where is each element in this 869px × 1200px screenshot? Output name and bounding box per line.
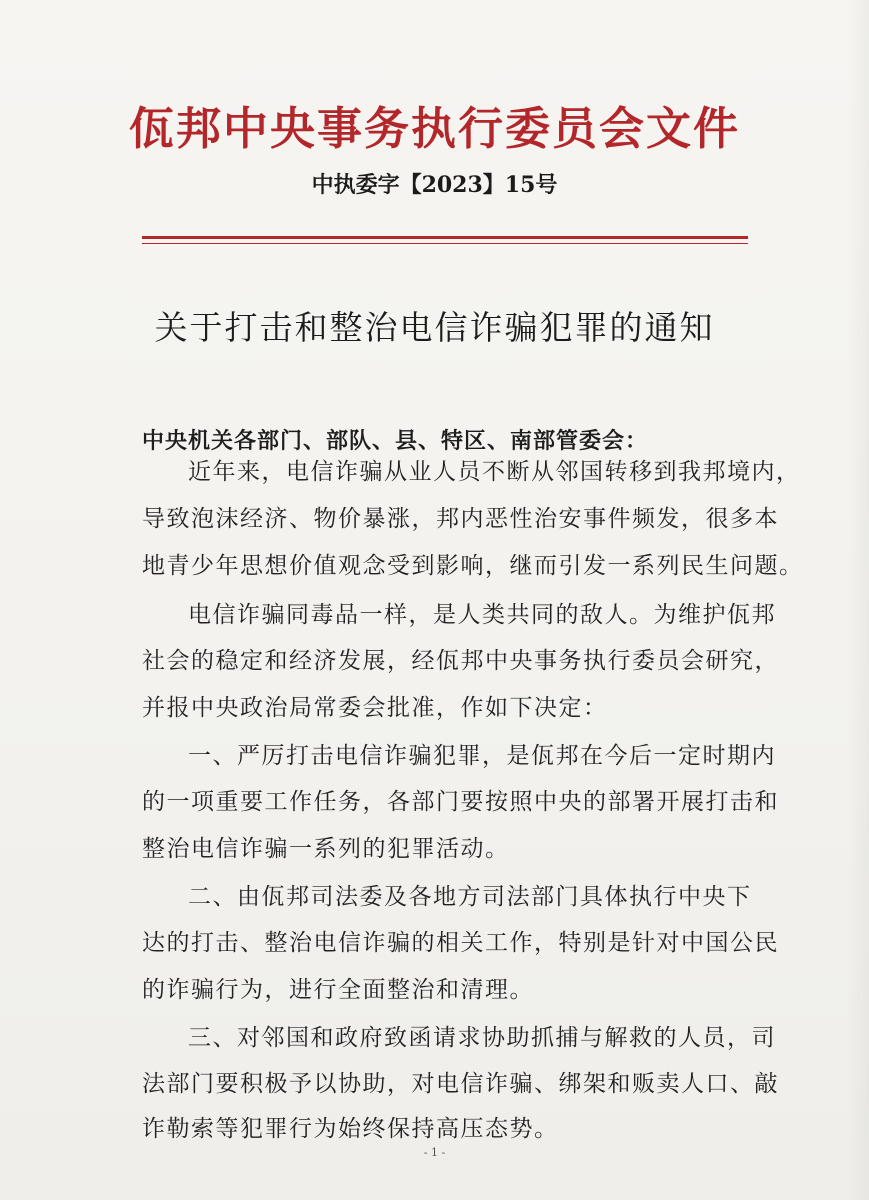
body-line: 社会的稳定和经济发展，经佤邦中央事务执行委员会研究， xyxy=(142,648,779,674)
body-line: 的一项重要工作任务，各部门要按照中央的部署开展打击和 xyxy=(142,789,779,815)
body-line: 地青少年思想价值观念受到影响，继而引发一系列民生问题。 xyxy=(142,553,804,579)
body-line: 一、严厉打击电信诈骗犯罪，是佤邦在今后一定时期内 xyxy=(188,743,776,769)
document-title: 关于打击和整治电信诈骗犯罪的通知 xyxy=(154,308,715,347)
body-line: 整治电信诈骗一系列的犯罪活动。 xyxy=(142,836,510,862)
body-line: 三、对邻国和政府致函请求协助抓捕与解救的人员，司 xyxy=(188,1025,776,1051)
body-line: 导致泡沫经济、物价暴涨，邦内恶性治安事件频发，很多本 xyxy=(142,506,779,532)
document-number: 中执委字【2023】15号 xyxy=(311,172,558,198)
body-line: 的诈骗行为，进行全面整治和清理。 xyxy=(142,977,534,1003)
body-line: 电信诈骗同毒品一样，是人类共同的敌人。为维护佤邦 xyxy=(188,602,776,628)
issuer-heading: 佤邦中央事务执行委员会文件 xyxy=(128,102,740,155)
body-line: 并报中央政治局常委会批准，作如下决定： xyxy=(142,695,608,721)
paper-edge-shadow xyxy=(847,0,869,1200)
addressee-line: 中央机关各部门、部队、县、特区、南部管委会： xyxy=(142,428,649,454)
body-line: 法部门要积极予以协助，对电信诈骗、绑架和贩卖人口、敲 xyxy=(142,1071,779,1097)
body-line: 二、由佤邦司法委及各地方司法部门具体执行中央下 xyxy=(188,884,752,910)
body-line: 近年来，电信诈骗从业人员不断从邻国转移到我邦境内， xyxy=(188,459,801,485)
red-divider-thick xyxy=(142,236,748,239)
page-number: - 1 - xyxy=(423,1146,446,1159)
red-divider-thin xyxy=(142,243,748,244)
body-line: 达的打击、整治电信诈骗的相关工作，特别是针对中国公民 xyxy=(142,930,779,956)
body-line: 诈勒索等犯罪行为始终保持高压态势。 xyxy=(142,1116,559,1142)
